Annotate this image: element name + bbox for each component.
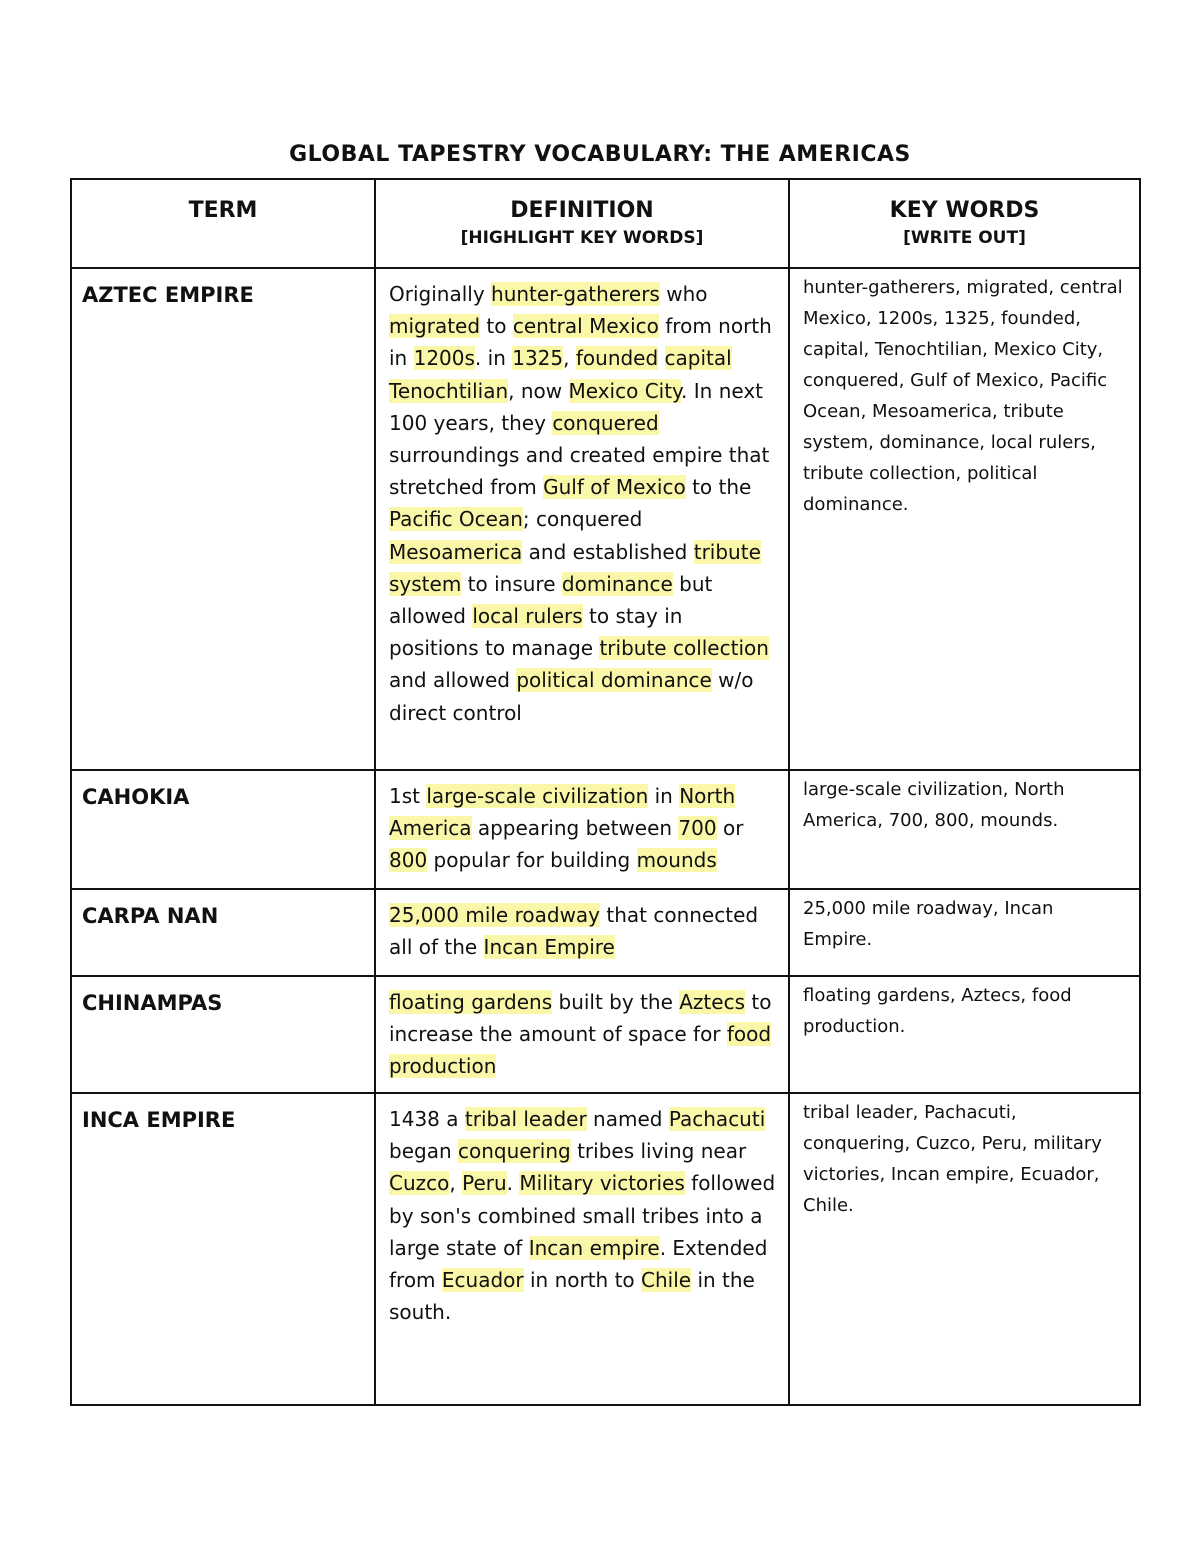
definition-text: began (389, 1139, 458, 1164)
definition-text: surroundings and created empire that stretched from (389, 443, 770, 500)
table-row (71, 889, 1140, 976)
highlighted-keyword: conquering (457, 1139, 571, 1164)
highlighted-keyword: 800 (389, 848, 428, 873)
highlighted-keyword: central Mexico (512, 314, 659, 339)
definition-text: named (586, 1107, 669, 1131)
header-definition (375, 179, 789, 268)
definition-text: . In next 100 years, they (389, 378, 763, 435)
header-term (71, 179, 375, 268)
highlighted-keyword: food production (389, 1022, 772, 1079)
header-keywords (789, 179, 1140, 268)
highlighted-keyword: founded (575, 346, 659, 371)
term-cell: CAHOKIA (71, 770, 375, 889)
keywords-cell: hunter-gatherers, migrated, central Mexico, 1200s, 1325, founded, capital, Tenochtilian, Mexico City, conquered, Gulf of Mexico, Pacific Ocean, Mesoamerica, tribute system, dominance, local rulers, tribute collection, political dominance. (789, 268, 1140, 770)
highlighted-keyword: dominance (561, 571, 673, 596)
definition-text (658, 346, 664, 370)
highlighted-keyword: Mexico City (568, 378, 682, 403)
definition-text: appearing between (471, 816, 679, 841)
definition-text: and allowed (389, 668, 517, 693)
definition-cell (375, 1093, 789, 1405)
term-cell: INCA EMPIRE (71, 1093, 375, 1405)
definition-text: tribes living near (570, 1139, 747, 1164)
definition-text: , (563, 346, 576, 371)
highlighted-keyword: Mesoamerica (389, 539, 523, 564)
header-definition-sublabel: [HIGHLIGHT KEY WORDS] (460, 228, 704, 248)
highlighted-keyword: Ecuador (441, 1268, 524, 1293)
highlighted-keyword: Tenochtilian (389, 378, 509, 403)
keywords-cell: floating gardens, Aztecs, food production. (789, 976, 1140, 1093)
definition-text: that connected all of the (389, 903, 759, 960)
table-row (71, 268, 1140, 770)
definition-text: Originally (389, 282, 492, 306)
table-row (71, 1093, 1140, 1405)
definition-text: and established (522, 539, 694, 564)
definition-text: to increase the amount of space for (389, 990, 772, 1047)
definition-text: who (659, 282, 708, 306)
definition-text: in north to (523, 1268, 642, 1293)
table-row (71, 976, 1140, 1093)
highlighted-keyword: Incan empire (528, 1235, 660, 1260)
document-title: GLOBAL TAPESTRY VOCABULARY: THE AMERICAS (289, 142, 911, 167)
definition-text: ; conquered (522, 507, 643, 532)
highlighted-keyword: migrated (389, 314, 481, 339)
definition-text: . (506, 1171, 520, 1196)
table-header-row (71, 179, 1140, 268)
highlighted-keyword: Peru (462, 1171, 507, 1196)
definition-text: but allowed (389, 571, 713, 629)
header-definition-label: DEFINITION (510, 198, 654, 223)
highlighted-keyword: Aztecs (679, 990, 745, 1014)
highlighted-keyword: 25,000 mile roadway (389, 903, 601, 927)
definition-text: from north in (389, 314, 772, 371)
highlighted-keyword: local rulers (472, 604, 583, 629)
highlighted-keyword: Incan Empire (483, 935, 615, 960)
definition-text: in (648, 784, 680, 808)
highlighted-keyword: political dominance (516, 668, 712, 693)
highlighted-keyword: tribal leader (464, 1107, 587, 1131)
highlighted-keyword: tribute system (389, 539, 761, 596)
highlighted-keyword: North America (389, 784, 736, 841)
definition-cell (375, 268, 789, 770)
highlighted-keyword: hunter-gatherers (491, 282, 660, 306)
highlighted-keyword: Pacific Ocean (389, 507, 523, 532)
definition-text: 1438 a (389, 1107, 465, 1131)
definition-cell (375, 976, 789, 1093)
highlighted-keyword: large-scale civilization (426, 784, 649, 808)
highlighted-keyword: tribute collection (599, 636, 769, 661)
term-cell: AZTEC EMPIRE (71, 268, 375, 770)
keywords-cell: large-scale civilization, North America, 700, 800, mounds. (789, 770, 1140, 889)
definition-text: w/o direct control (389, 668, 754, 725)
definition-text: , now (508, 378, 569, 403)
highlighted-keyword: capital (664, 346, 732, 371)
highlighted-keyword: Gulf of Mexico (543, 475, 686, 500)
highlighted-keyword: 700 (678, 816, 717, 841)
highlighted-keyword: conquered (552, 410, 659, 435)
definition-cell (375, 770, 789, 889)
vocabulary-table (70, 178, 1141, 1406)
highlighted-keyword: mounds (636, 848, 717, 873)
header-keywords-label: KEY WORDS (889, 198, 1040, 223)
definition-text: built by the (552, 990, 680, 1014)
highlighted-keyword: Pachacuti (668, 1107, 766, 1131)
keywords-cell: 25,000 mile roadway, Incan Empire. (789, 889, 1140, 976)
highlighted-keyword: Cuzco (389, 1171, 450, 1196)
term-cell: CARPA NAN (71, 889, 375, 976)
definition-text: 1st (389, 784, 427, 808)
definition-text: to (480, 314, 513, 339)
definition-text: . Extended from (389, 1235, 768, 1293)
highlighted-keyword: 1325 (512, 346, 564, 371)
definition-text: to insure (461, 571, 562, 596)
definition-text: to the (685, 475, 752, 500)
highlighted-keyword: Military victories (519, 1171, 685, 1196)
definition-cell (375, 889, 789, 976)
definition-text: to stay in positions to manage (389, 604, 683, 661)
definition-text: popular for building (427, 848, 637, 873)
highlighted-keyword: Chile (641, 1268, 692, 1293)
header-term-label: TERM (188, 198, 258, 223)
header-keywords-sublabel: [WRITE OUT] (903, 228, 1026, 248)
definition-text: , (449, 1171, 463, 1196)
keywords-cell: tribal leader, Pachacuti, conquering, Cuzco, Peru, military victories, Incan empire, Ecuador, Chile. (789, 1093, 1140, 1405)
definition-text: . in (474, 346, 513, 371)
table-row (71, 770, 1140, 889)
definition-text: in the south. (389, 1268, 755, 1325)
highlighted-keyword: floating gardens (389, 990, 553, 1014)
term-cell: CHINAMPAS (71, 976, 375, 1093)
definition-text: followed by son's combined small tribes into a large state of (389, 1171, 776, 1260)
highlighted-keyword: 1200s (413, 346, 475, 371)
definition-text: or (716, 816, 744, 841)
